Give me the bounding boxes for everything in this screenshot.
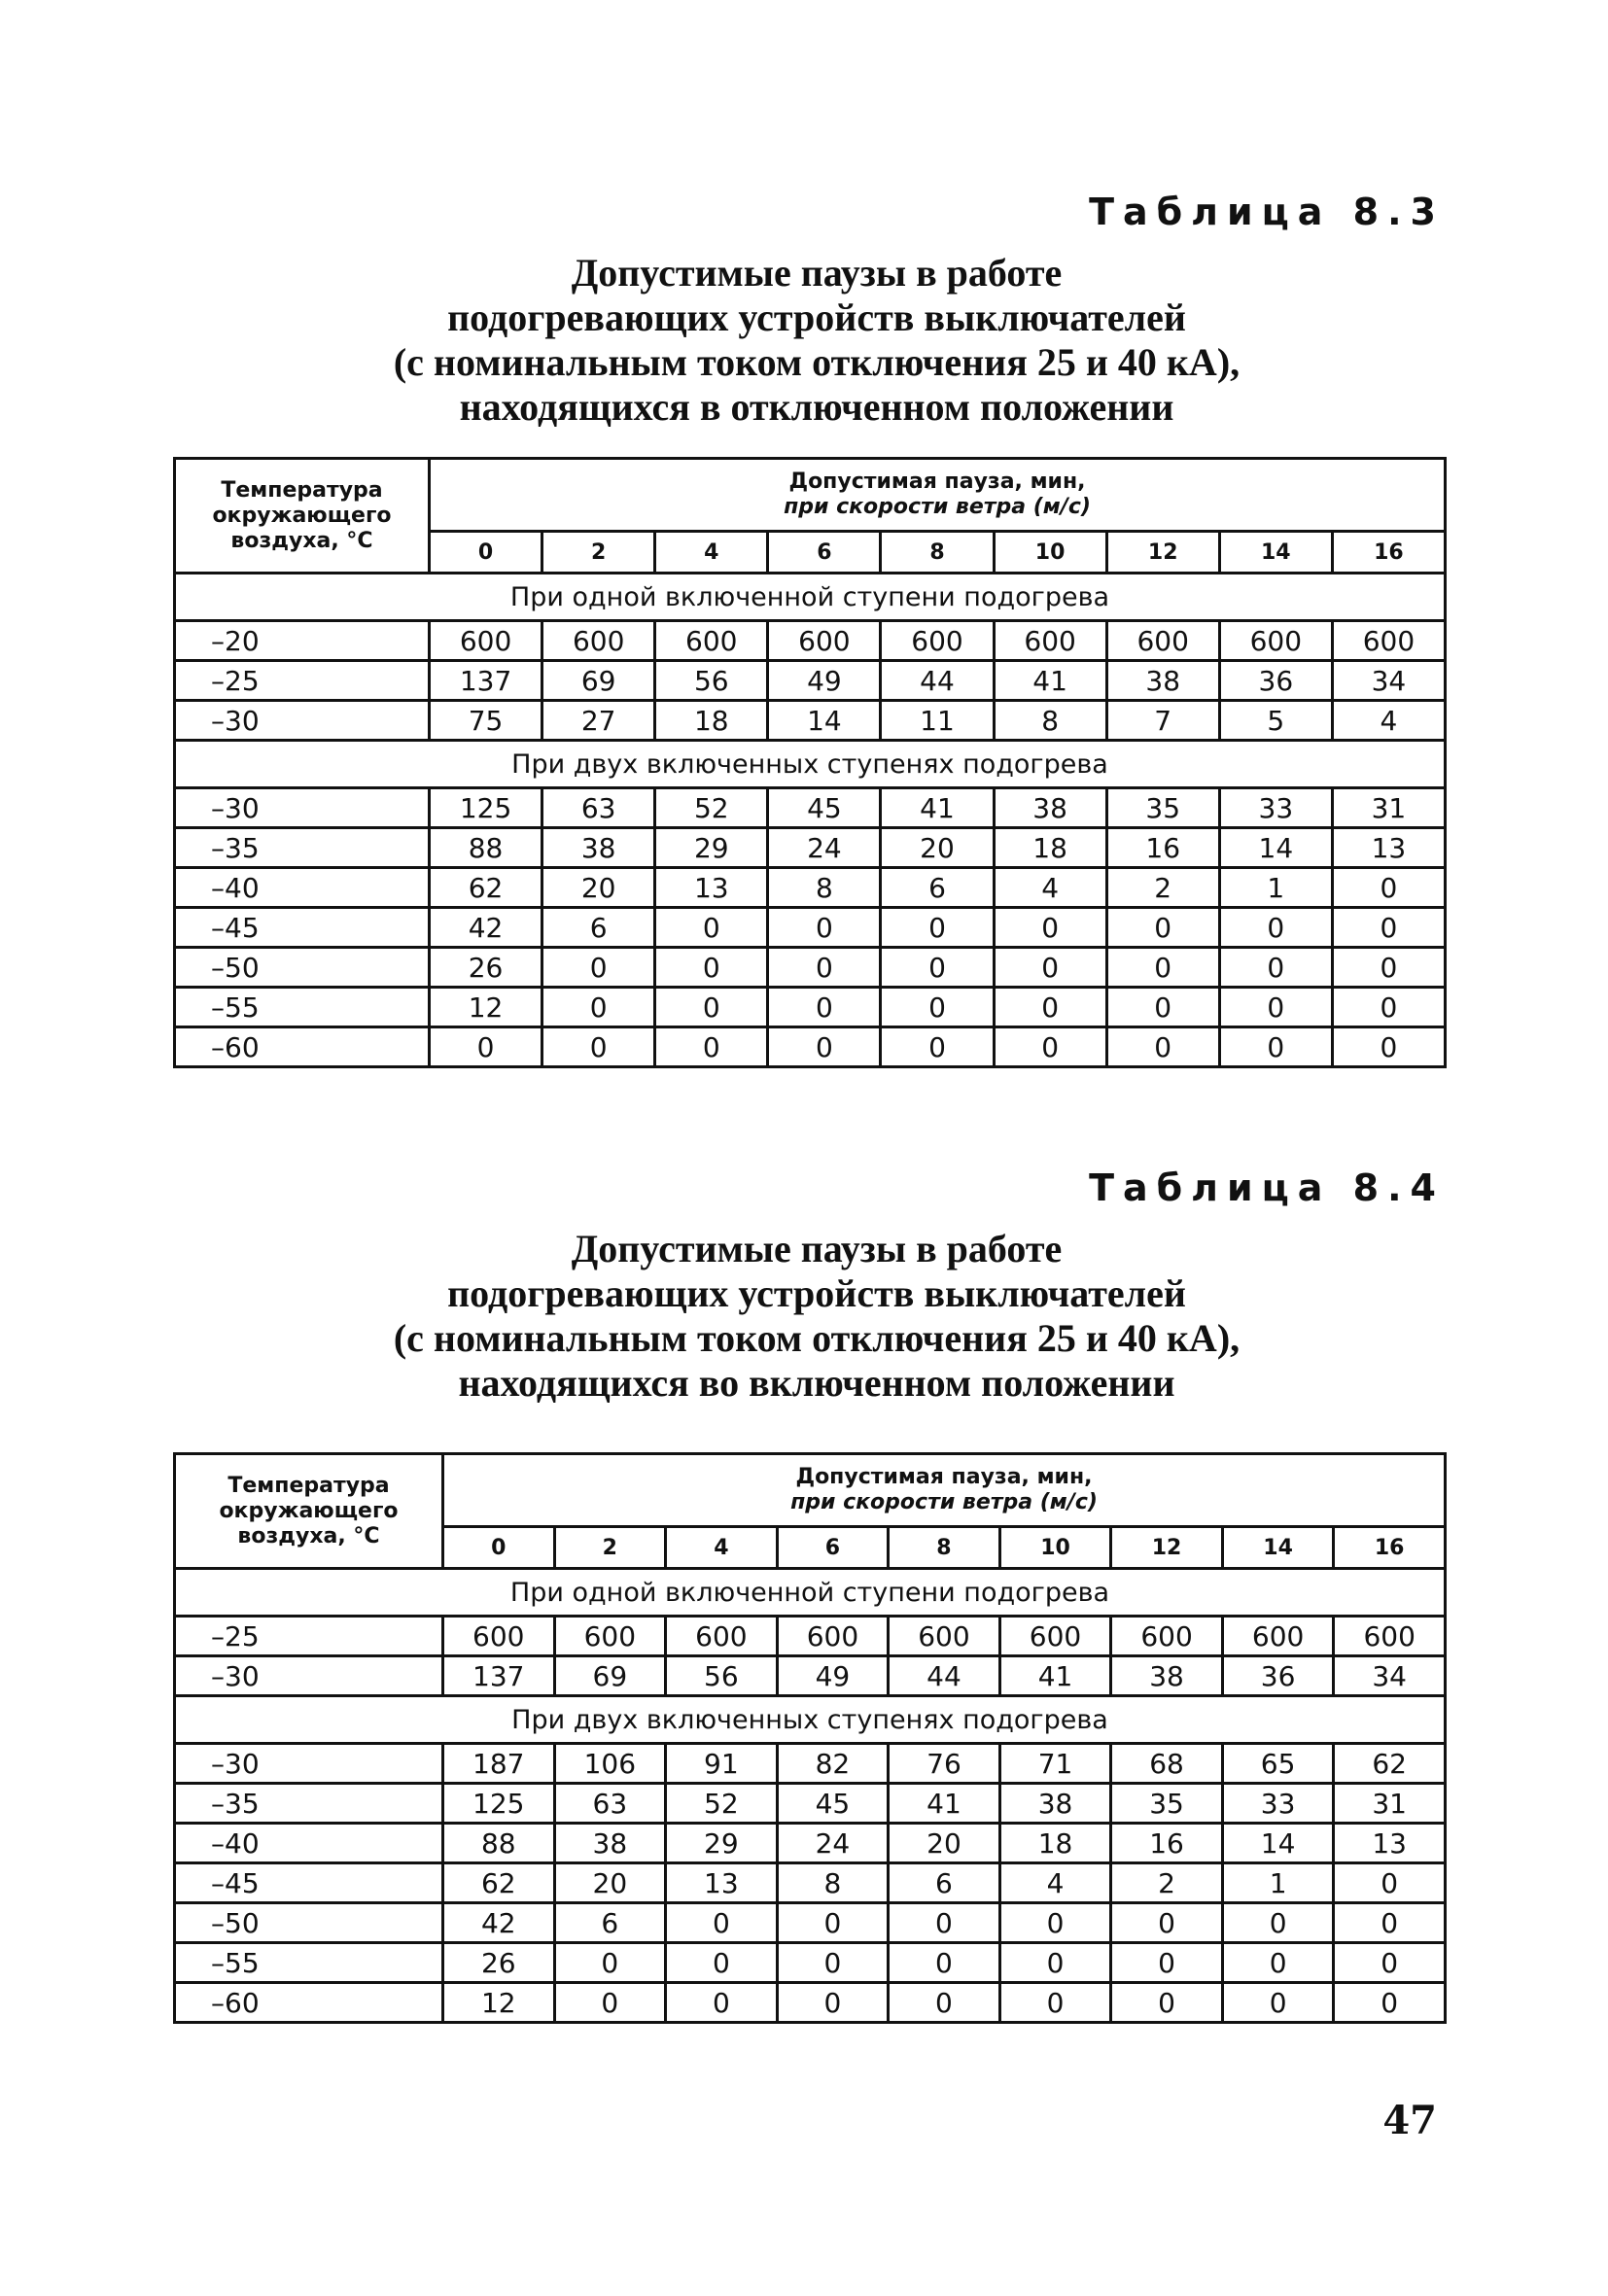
caption-line: Допустимые паузы в работе bbox=[571, 251, 1063, 295]
pause-value-cell: 27 bbox=[542, 701, 655, 741]
temperature-header: Температура окружающего воздуха, °С bbox=[175, 1454, 443, 1569]
pause-value-cell: 0 bbox=[1332, 1027, 1445, 1067]
pause-header-line: при скорости ветра (м/с) bbox=[784, 495, 1091, 519]
pause-value-cell: 0 bbox=[777, 1943, 889, 1983]
table-8-4 bbox=[173, 1452, 1447, 2024]
pause-value-cell: 14 bbox=[768, 701, 881, 741]
pause-value-cell: 35 bbox=[1111, 1784, 1223, 1824]
pause-value-cell: 6 bbox=[554, 1903, 666, 1943]
pause-header-line: Допустимая пауза, мин, bbox=[788, 470, 1086, 494]
wind-speed-header: 6 bbox=[777, 1527, 889, 1569]
section-title: При одной включенной ступени подогрева bbox=[175, 1569, 1446, 1617]
pause-value-cell: 600 bbox=[999, 1617, 1111, 1656]
pause-value-cell: 14 bbox=[1219, 828, 1332, 868]
pause-value-cell: 0 bbox=[1332, 868, 1445, 908]
pause-value-cell: 4 bbox=[999, 1863, 1111, 1903]
pause-value-cell: 0 bbox=[999, 1943, 1111, 1983]
temperature-cell: –60 bbox=[175, 1027, 430, 1067]
temperature-cell: –35 bbox=[175, 828, 430, 868]
pause-value-cell: 0 bbox=[1222, 1943, 1334, 1983]
pause-value-cell: 0 bbox=[768, 908, 881, 948]
pause-value-cell: 41 bbox=[994, 661, 1106, 701]
pause-value-cell: 68 bbox=[1111, 1744, 1223, 1784]
table-row bbox=[175, 621, 1446, 661]
caption-line: подогревающих устройств выключателей bbox=[447, 296, 1186, 339]
pause-value-cell: 62 bbox=[1334, 1744, 1446, 1784]
wind-speed-header: 8 bbox=[889, 1527, 1000, 1569]
table-8-3-caption bbox=[292, 251, 1342, 430]
pause-value-cell: 38 bbox=[554, 1824, 666, 1863]
pause-value-cell: 45 bbox=[777, 1784, 889, 1824]
pause-value-cell: 0 bbox=[1106, 948, 1219, 988]
pause-value-cell: 187 bbox=[443, 1744, 555, 1784]
pause-value-cell: 63 bbox=[542, 788, 655, 828]
temperature-cell: –30 bbox=[175, 1656, 443, 1696]
pause-value-cell: 137 bbox=[430, 661, 542, 701]
temperature-cell: –25 bbox=[175, 661, 430, 701]
pause-value-cell: 0 bbox=[666, 1983, 778, 2023]
pause-value-cell: 0 bbox=[1332, 948, 1445, 988]
pause-value-cell: 137 bbox=[443, 1656, 555, 1696]
pause-value-cell: 75 bbox=[430, 701, 542, 741]
wind-speed-header: 8 bbox=[881, 532, 994, 574]
wind-speed-header: 16 bbox=[1332, 532, 1445, 574]
pause-value-cell: 36 bbox=[1219, 661, 1332, 701]
pause-value-cell: 0 bbox=[777, 1983, 889, 2023]
pause-value-cell: 33 bbox=[1219, 788, 1332, 828]
pause-value-cell: 1 bbox=[1219, 868, 1332, 908]
pause-value-cell: 600 bbox=[430, 621, 542, 661]
table-8-3-label: Таблица 8.3 bbox=[1089, 191, 1445, 233]
pause-value-cell: 2 bbox=[1106, 868, 1219, 908]
pause-value-cell: 35 bbox=[1106, 788, 1219, 828]
pause-value-cell: 88 bbox=[430, 828, 542, 868]
pause-value-cell: 0 bbox=[1111, 1983, 1223, 2023]
pause-value-cell: 0 bbox=[881, 1027, 994, 1067]
pause-value-cell: 16 bbox=[1111, 1824, 1223, 1863]
pause-value-cell: 0 bbox=[1334, 1943, 1446, 1983]
wind-speed-header: 10 bbox=[994, 532, 1106, 574]
pause-value-cell: 29 bbox=[655, 828, 768, 868]
pause-value-cell: 29 bbox=[666, 1824, 778, 1863]
pause-value-cell: 2 bbox=[1111, 1863, 1223, 1903]
caption-line: (с номинальным током отключения 25 и 40 кА), bbox=[393, 1316, 1241, 1360]
section-row bbox=[175, 741, 1446, 788]
pause-value-cell: 0 bbox=[655, 908, 768, 948]
wind-speed-header: 2 bbox=[554, 1527, 666, 1569]
pause-value-cell: 125 bbox=[430, 788, 542, 828]
temperature-cell: –30 bbox=[175, 1744, 443, 1784]
temperature-cell: –55 bbox=[175, 988, 430, 1027]
page-number: 47 bbox=[1382, 2098, 1437, 2143]
pause-value-cell: 41 bbox=[889, 1784, 1000, 1824]
temperature-cell: –50 bbox=[175, 1903, 443, 1943]
caption-line: подогревающих устройств выключателей bbox=[447, 1271, 1186, 1315]
pause-value-cell: 0 bbox=[542, 1027, 655, 1067]
pause-header bbox=[430, 459, 1446, 532]
table-row bbox=[175, 1983, 1446, 2023]
pause-value-cell: 26 bbox=[430, 948, 542, 988]
table-row bbox=[175, 1863, 1446, 1903]
pause-value-cell: 0 bbox=[777, 1903, 889, 1943]
pause-value-cell: 0 bbox=[1332, 908, 1445, 948]
pause-value-cell: 13 bbox=[1334, 1824, 1446, 1863]
temperature-cell: –30 bbox=[175, 701, 430, 741]
pause-value-cell: 49 bbox=[768, 661, 881, 701]
wind-speed-header: 10 bbox=[999, 1527, 1111, 1569]
pause-value-cell: 62 bbox=[443, 1863, 555, 1903]
pause-value-cell: 13 bbox=[1332, 828, 1445, 868]
table-row bbox=[175, 788, 1446, 828]
pause-value-cell: 18 bbox=[999, 1824, 1111, 1863]
pause-value-cell: 18 bbox=[994, 828, 1106, 868]
pause-value-cell: 26 bbox=[443, 1943, 555, 1983]
pause-value-cell: 0 bbox=[889, 1903, 1000, 1943]
pause-value-cell: 8 bbox=[777, 1863, 889, 1903]
pause-value-cell: 1 bbox=[1222, 1863, 1334, 1903]
pause-value-cell: 0 bbox=[889, 1983, 1000, 2023]
wind-speed-header: 16 bbox=[1334, 1527, 1446, 1569]
table-row bbox=[175, 1656, 1446, 1696]
section-title: При одной включенной ступени подогрева bbox=[175, 574, 1446, 621]
pause-value-cell: 0 bbox=[1106, 908, 1219, 948]
pause-value-cell: 0 bbox=[994, 948, 1106, 988]
pause-value-cell: 4 bbox=[1332, 701, 1445, 741]
temperature-cell: –35 bbox=[175, 1784, 443, 1824]
temperature-cell: –50 bbox=[175, 948, 430, 988]
pause-value-cell: 20 bbox=[889, 1824, 1000, 1863]
pause-value-cell: 18 bbox=[655, 701, 768, 741]
pause-value-cell: 12 bbox=[430, 988, 542, 1027]
pause-value-cell: 14 bbox=[1222, 1824, 1334, 1863]
table-8-3 bbox=[173, 457, 1447, 1068]
pause-value-cell: 0 bbox=[666, 1943, 778, 1983]
pause-value-cell: 52 bbox=[655, 788, 768, 828]
pause-value-cell: 0 bbox=[430, 1027, 542, 1067]
pause-value-cell: 45 bbox=[768, 788, 881, 828]
table-row bbox=[175, 701, 1446, 741]
pause-value-cell: 38 bbox=[999, 1784, 1111, 1824]
wind-speed-header: 14 bbox=[1222, 1527, 1334, 1569]
table-row bbox=[175, 868, 1446, 908]
pause-value-cell: 0 bbox=[1334, 1903, 1446, 1943]
pause-value-cell: 106 bbox=[554, 1744, 666, 1784]
section-row bbox=[175, 574, 1446, 621]
pause-value-cell: 44 bbox=[881, 661, 994, 701]
pause-value-cell: 6 bbox=[881, 868, 994, 908]
table-row bbox=[175, 1617, 1446, 1656]
pause-value-cell: 63 bbox=[554, 1784, 666, 1824]
pause-value-cell: 0 bbox=[999, 1903, 1111, 1943]
pause-value-cell: 34 bbox=[1334, 1656, 1446, 1696]
pause-value-cell: 600 bbox=[889, 1617, 1000, 1656]
pause-value-cell: 34 bbox=[1332, 661, 1445, 701]
pause-value-cell: 52 bbox=[666, 1784, 778, 1824]
pause-value-cell: 31 bbox=[1334, 1784, 1446, 1824]
table-row bbox=[175, 828, 1446, 868]
temperature-cell: –40 bbox=[175, 1824, 443, 1863]
pause-value-cell: 0 bbox=[554, 1943, 666, 1983]
pause-value-cell: 600 bbox=[443, 1617, 555, 1656]
pause-value-cell: 600 bbox=[554, 1617, 666, 1656]
pause-value-cell: 0 bbox=[768, 988, 881, 1027]
pause-value-cell: 600 bbox=[994, 621, 1106, 661]
pause-value-cell: 42 bbox=[443, 1903, 555, 1943]
pause-value-cell: 0 bbox=[1111, 1903, 1223, 1943]
pause-value-cell: 0 bbox=[881, 948, 994, 988]
pause-value-cell: 0 bbox=[881, 908, 994, 948]
pause-value-cell: 38 bbox=[994, 788, 1106, 828]
pause-value-cell: 600 bbox=[1111, 1617, 1223, 1656]
pause-value-cell: 20 bbox=[554, 1863, 666, 1903]
pause-value-cell: 38 bbox=[542, 828, 655, 868]
table-row bbox=[175, 1784, 1446, 1824]
table-row bbox=[175, 1744, 1446, 1784]
pause-value-cell: 0 bbox=[655, 1027, 768, 1067]
pause-value-cell: 0 bbox=[889, 1943, 1000, 1983]
pause-value-cell: 0 bbox=[1332, 988, 1445, 1027]
pause-value-cell: 42 bbox=[430, 908, 542, 948]
pause-value-cell: 20 bbox=[881, 828, 994, 868]
pause-value-cell: 71 bbox=[999, 1744, 1111, 1784]
pause-value-cell: 20 bbox=[542, 868, 655, 908]
temperature-cell: –20 bbox=[175, 621, 430, 661]
pause-value-cell: 0 bbox=[994, 988, 1106, 1027]
pause-header bbox=[443, 1454, 1446, 1527]
table-row bbox=[175, 988, 1446, 1027]
section-title: При двух включенных ступенях подогрева bbox=[175, 1696, 1446, 1744]
pause-value-cell: 36 bbox=[1222, 1656, 1334, 1696]
pause-value-cell: 600 bbox=[768, 621, 881, 661]
pause-value-cell: 5 bbox=[1219, 701, 1332, 741]
pause-value-cell: 62 bbox=[430, 868, 542, 908]
pause-value-cell: 600 bbox=[666, 1617, 778, 1656]
pause-value-cell: 600 bbox=[1332, 621, 1445, 661]
pause-value-cell: 24 bbox=[777, 1824, 889, 1863]
wind-speed-header: 2 bbox=[542, 532, 655, 574]
caption-line: находящихся во включенном положении bbox=[458, 1361, 1175, 1405]
pause-value-cell: 56 bbox=[655, 661, 768, 701]
section-row bbox=[175, 1696, 1446, 1744]
table-8-4-caption bbox=[292, 1227, 1342, 1406]
table-row bbox=[175, 661, 1446, 701]
table-row bbox=[175, 1943, 1446, 1983]
pause-value-cell: 65 bbox=[1222, 1744, 1334, 1784]
temperature-cell: –25 bbox=[175, 1617, 443, 1656]
pause-value-cell: 600 bbox=[1222, 1617, 1334, 1656]
pause-value-cell: 600 bbox=[1106, 621, 1219, 661]
pause-value-cell: 600 bbox=[881, 621, 994, 661]
table-8-4-label: Таблица 8.4 bbox=[1089, 1166, 1445, 1209]
caption-line: находящихся в отключенном положении bbox=[459, 385, 1174, 429]
pause-value-cell: 0 bbox=[881, 988, 994, 1027]
pause-value-cell: 33 bbox=[1222, 1784, 1334, 1824]
caption-line: Допустимые паузы в работе bbox=[571, 1227, 1063, 1270]
pause-value-cell: 56 bbox=[666, 1656, 778, 1696]
pause-value-cell: 8 bbox=[994, 701, 1106, 741]
pause-value-cell: 0 bbox=[554, 1983, 666, 2023]
temperature-cell: –55 bbox=[175, 1943, 443, 1983]
pause-header-line: Допустимая пауза, мин, bbox=[795, 1465, 1093, 1489]
wind-speed-header: 14 bbox=[1219, 532, 1332, 574]
pause-value-cell: 0 bbox=[655, 988, 768, 1027]
pause-value-cell: 0 bbox=[1106, 1027, 1219, 1067]
pause-value-cell: 4 bbox=[994, 868, 1106, 908]
wind-speed-header: 4 bbox=[655, 532, 768, 574]
pause-value-cell: 125 bbox=[443, 1784, 555, 1824]
table-row bbox=[175, 1824, 1446, 1863]
pause-value-cell: 6 bbox=[542, 908, 655, 948]
table-row bbox=[175, 948, 1446, 988]
section-row bbox=[175, 1569, 1446, 1617]
pause-value-cell: 69 bbox=[542, 661, 655, 701]
pause-value-cell: 38 bbox=[1106, 661, 1219, 701]
wind-speed-header: 6 bbox=[768, 532, 881, 574]
pause-value-cell: 0 bbox=[994, 908, 1106, 948]
wind-speed-header: 12 bbox=[1111, 1527, 1223, 1569]
pause-header-line: при скорости ветра (м/с) bbox=[790, 1490, 1098, 1514]
pause-value-cell: 0 bbox=[1222, 1983, 1334, 2023]
pause-value-cell: 0 bbox=[1219, 948, 1332, 988]
pause-value-cell: 0 bbox=[666, 1903, 778, 1943]
wind-speed-header: 12 bbox=[1106, 532, 1219, 574]
pause-value-cell: 0 bbox=[999, 1983, 1111, 2023]
pause-value-cell: 44 bbox=[889, 1656, 1000, 1696]
pause-value-cell: 82 bbox=[777, 1744, 889, 1784]
pause-value-cell: 600 bbox=[1334, 1617, 1446, 1656]
pause-value-cell: 12 bbox=[443, 1983, 555, 2023]
pause-value-cell: 0 bbox=[768, 948, 881, 988]
pause-value-cell: 0 bbox=[1106, 988, 1219, 1027]
pause-value-cell: 91 bbox=[666, 1744, 778, 1784]
wind-speed-header: 0 bbox=[430, 532, 542, 574]
pause-value-cell: 0 bbox=[994, 1027, 1106, 1067]
pause-value-cell: 0 bbox=[655, 948, 768, 988]
wind-speed-header: 0 bbox=[443, 1527, 555, 1569]
temperature-header: Температура окружающего воздуха, °С bbox=[175, 459, 430, 574]
pause-value-cell: 0 bbox=[1219, 988, 1332, 1027]
pause-value-cell: 76 bbox=[889, 1744, 1000, 1784]
pause-value-cell: 6 bbox=[889, 1863, 1000, 1903]
pause-value-cell: 0 bbox=[542, 948, 655, 988]
pause-value-cell: 69 bbox=[554, 1656, 666, 1696]
pause-value-cell: 8 bbox=[768, 868, 881, 908]
temperature-cell: –30 bbox=[175, 788, 430, 828]
table-row bbox=[175, 1027, 1446, 1067]
pause-value-cell: 41 bbox=[999, 1656, 1111, 1696]
table-row bbox=[175, 1903, 1446, 1943]
header-row bbox=[175, 459, 1446, 532]
caption-line: (с номинальным током отключения 25 и 40 кА), bbox=[393, 340, 1241, 384]
pause-value-cell: 49 bbox=[777, 1656, 889, 1696]
temperature-cell: –60 bbox=[175, 1983, 443, 2023]
temperature-cell: –45 bbox=[175, 1863, 443, 1903]
header-row bbox=[175, 1454, 1446, 1527]
pause-value-cell: 0 bbox=[1334, 1983, 1446, 2023]
pause-value-cell: 0 bbox=[542, 988, 655, 1027]
pause-value-cell: 13 bbox=[666, 1863, 778, 1903]
pause-value-cell: 0 bbox=[1334, 1863, 1446, 1903]
pause-value-cell: 0 bbox=[1222, 1903, 1334, 1943]
pause-value-cell: 0 bbox=[1219, 908, 1332, 948]
pause-value-cell: 88 bbox=[443, 1824, 555, 1863]
pause-value-cell: 31 bbox=[1332, 788, 1445, 828]
pause-value-cell: 24 bbox=[768, 828, 881, 868]
temperature-cell: –40 bbox=[175, 868, 430, 908]
pause-value-cell: 13 bbox=[655, 868, 768, 908]
temperature-cell: –45 bbox=[175, 908, 430, 948]
pause-value-cell: 600 bbox=[1219, 621, 1332, 661]
table-row bbox=[175, 908, 1446, 948]
pause-value-cell: 7 bbox=[1106, 701, 1219, 741]
pause-value-cell: 0 bbox=[1219, 1027, 1332, 1067]
pause-value-cell: 600 bbox=[655, 621, 768, 661]
pause-value-cell: 38 bbox=[1111, 1656, 1223, 1696]
section-title: При двух включенных ступенях подогрева bbox=[175, 741, 1446, 788]
pause-value-cell: 16 bbox=[1106, 828, 1219, 868]
pause-value-cell: 600 bbox=[777, 1617, 889, 1656]
pause-value-cell: 41 bbox=[881, 788, 994, 828]
pause-value-cell: 0 bbox=[1111, 1943, 1223, 1983]
pause-value-cell: 600 bbox=[542, 621, 655, 661]
pause-value-cell: 11 bbox=[881, 701, 994, 741]
wind-speed-header: 4 bbox=[666, 1527, 778, 1569]
pause-value-cell: 0 bbox=[768, 1027, 881, 1067]
